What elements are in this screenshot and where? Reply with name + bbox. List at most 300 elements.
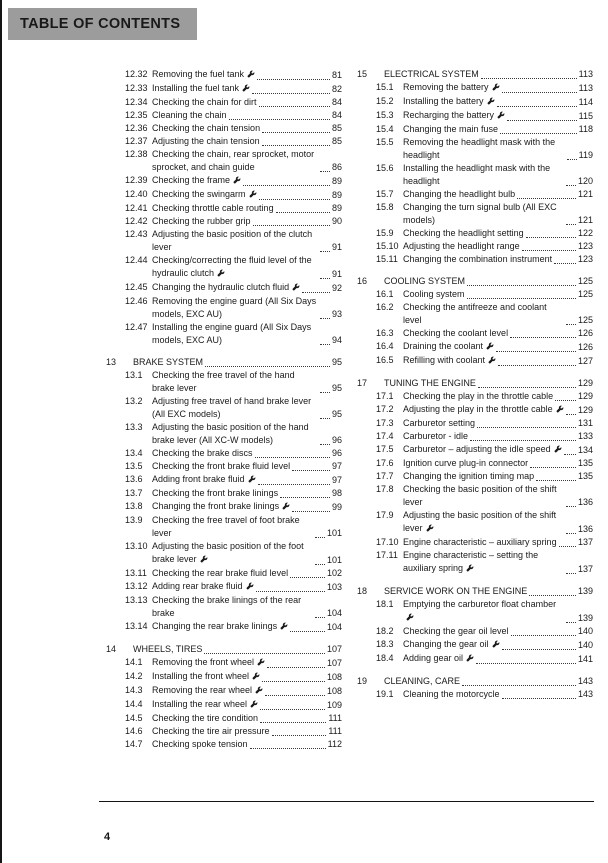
toc-leader-dots (280, 496, 330, 498)
toc-page-number: 115 (578, 111, 593, 121)
toc-page-number: 107 (326, 658, 342, 668)
toc-entry-row (357, 470, 593, 483)
toc-entry-title: Changing the front brake linings (152, 500, 290, 514)
toc-entry-row (106, 460, 342, 473)
toc-entry-body (403, 403, 593, 417)
toc-entry-title: Removing the front wheel (152, 656, 265, 670)
toc-leader-dots (204, 652, 325, 654)
page-edge-line (0, 0, 2, 863)
toc-entry-number: 14.5 (125, 713, 143, 723)
toc-entry-number: 19.1 (376, 689, 394, 699)
toc-entry-body (152, 656, 342, 670)
toc-entry-body (152, 421, 342, 447)
toc-leader-dots (517, 197, 576, 199)
toc-page-number: 139 (577, 586, 593, 596)
toc-entry-title: Checking the front brake linings (152, 488, 279, 498)
toc-page-number: 82 (331, 84, 342, 94)
toc-leader-dots (554, 262, 576, 264)
toc-entry-title: SERVICE WORK ON THE ENGINE (384, 586, 528, 596)
toc-entry-body (403, 201, 593, 227)
toc-entry-number: 13.11 (125, 568, 147, 578)
toc-entry-number: 16.5 (376, 355, 394, 365)
toc-page-number: 85 (331, 136, 342, 146)
toc-entry-row (106, 202, 342, 215)
toc-entry-body (152, 567, 342, 580)
toc-entry-number: 12.42 (125, 216, 148, 226)
wrench-icon (466, 563, 474, 576)
toc-entry-number: 13.5 (125, 461, 143, 471)
toc-leader-dots (320, 417, 330, 419)
toc-leader-dots (259, 198, 330, 200)
toc-entry-title: Adjusting free travel of hand brake lever (All EXC models) (152, 396, 312, 419)
toc-entry-title: Adjusting the basic position of the clutch lever (152, 229, 313, 252)
toc-page-number: 108 (326, 686, 342, 696)
toc-page-number: 109 (326, 700, 342, 710)
toc-entry-body (403, 443, 593, 457)
toc-entry-row (357, 403, 593, 417)
toc-leader-dots (536, 479, 576, 481)
toc-entry-body (403, 301, 593, 327)
toc-entry-body (152, 447, 342, 460)
toc-page-number: 113 (578, 69, 593, 79)
toc-leader-dots (496, 350, 576, 352)
toc-entry-number: 17.10 (376, 537, 399, 547)
toc-page-number: 114 (578, 97, 593, 107)
toc-page-number: 137 (577, 537, 593, 547)
toc-entry-number: 15.3 (376, 110, 394, 120)
wrench-icon (280, 621, 288, 634)
toc-entry-body (403, 483, 593, 509)
toc-entry-title: Draining the coolant (403, 340, 494, 354)
toc-entry-number: 15.2 (376, 96, 394, 106)
wrench-icon (247, 69, 255, 82)
toc-entry-body (403, 509, 593, 536)
toc-entry-number: 12.40 (125, 189, 148, 199)
toc-page-number: 101 (326, 555, 342, 565)
toc-entry-row (357, 340, 593, 354)
toc-leader-dots (315, 563, 325, 565)
wrench-icon (282, 501, 290, 514)
toc-leader-dots (467, 284, 576, 286)
toc-column-right (357, 68, 593, 751)
toc-page-number: 108 (326, 672, 342, 682)
toc-entry-row (357, 109, 593, 123)
toc-page-number: 135 (577, 471, 593, 481)
toc-entry-title: Carburetor setting (403, 418, 476, 428)
toc-entry-row (357, 390, 593, 403)
toc-entry-title: Adding gear oil (403, 652, 474, 666)
page-title: TABLE OF CONTENTS (20, 16, 181, 32)
toc-entry-row (357, 327, 593, 340)
toc-entry-title: Checking the frame (152, 174, 241, 188)
toc-page-number: 89 (331, 203, 342, 213)
toc-entry-number: 15.1 (376, 82, 394, 92)
toc-entry-number: 13.10 (125, 541, 148, 551)
toc-entry-number: 12.37 (125, 136, 148, 146)
toc-entry-title: Adjusting the basic position of the shift lever (403, 509, 564, 536)
toc-entry-number: 14.1 (125, 657, 143, 667)
toc-entry-body (152, 281, 342, 295)
toc-page-number: 111 (328, 713, 342, 723)
footer-divider (99, 801, 594, 802)
toc-entry-title: Changing the turn signal bulb (All EXC models) (403, 202, 557, 225)
toc-leader-dots (467, 297, 576, 299)
toc-entry-body (403, 188, 593, 201)
toc-entry-title: Engine characteristic – auxiliary spring (403, 537, 557, 547)
toc-page-number: 85 (331, 123, 342, 133)
toc-page-number: 136 (577, 497, 593, 507)
toc-entry-body (403, 136, 593, 162)
toc-leader-dots (262, 131, 330, 133)
toc-entry-body (152, 202, 342, 215)
toc-entry-body (403, 227, 593, 240)
toc-entry-row (106, 369, 342, 395)
toc-entry-row (357, 123, 593, 136)
toc-entry-row (357, 625, 593, 638)
page-header (8, 8, 197, 40)
toc-entry-title: Checking the swingarm (152, 188, 257, 202)
toc-leader-dots (502, 648, 576, 650)
toc-entry-body (152, 148, 342, 174)
toc-leader-dots (292, 510, 330, 512)
toc-entry-number: 12.34 (125, 97, 148, 107)
wrench-icon (492, 639, 500, 652)
toc-entry-title: Changing the combination instrument (403, 254, 553, 264)
toc-leader-dots (566, 184, 576, 186)
toc-entry-body (152, 395, 342, 421)
toc-entry-number: 12.36 (125, 123, 148, 133)
toc-leader-dots (497, 105, 577, 107)
toc-page-number: 95 (331, 409, 342, 419)
toc-page-number: 125 (577, 276, 593, 286)
toc-chapter-row (357, 275, 593, 288)
toc-entry-number: 15.9 (376, 228, 394, 238)
toc-leader-dots (320, 317, 330, 319)
toc-entry-row (106, 82, 342, 96)
toc-entry-row (357, 638, 593, 652)
toc-entry-number: 12.33 (125, 83, 148, 93)
toc-entry-title: Changing the rear brake linings (152, 620, 288, 634)
toc-entry-number: 13.14 (125, 621, 148, 631)
toc-page-number: 135 (577, 458, 593, 468)
toc-entry-number: 14.3 (125, 685, 143, 695)
toc-entry-row (357, 253, 593, 266)
toc-entry-body (152, 321, 342, 347)
toc-entry-title: Checking the antifreeze and coolant level (403, 302, 547, 325)
toc-entry-body (403, 536, 593, 549)
toc-entry-row (106, 447, 342, 460)
toc-leader-dots (315, 536, 325, 538)
toc-entry-row (106, 567, 342, 580)
toc-entry-number: 17.1 (376, 391, 394, 401)
toc-entry-row (106, 473, 342, 487)
toc-entry-row (357, 483, 593, 509)
wrench-icon (200, 554, 208, 567)
toc-entry-number: 15.4 (376, 124, 394, 134)
toc-entry-title: Carburetor - idle (403, 431, 469, 441)
toc-entry-number: 18.1 (376, 599, 394, 609)
toc-entry-body (403, 598, 593, 625)
toc-entry-number: 17.6 (376, 458, 394, 468)
toc-entry-body (403, 549, 593, 576)
toc-entry-number: 15.5 (376, 137, 394, 147)
toc-entry-title: Checking throttle cable routing (152, 203, 274, 213)
toc-entry-body (384, 377, 593, 390)
toc-entry-body (152, 254, 342, 281)
toc-page-number: 134 (577, 445, 593, 455)
toc-entry-body (152, 82, 342, 96)
toc-entry-title: Checking the tire condition (152, 713, 259, 723)
toc-entry-body (403, 240, 593, 253)
toc-entry-number: 17.9 (376, 510, 394, 520)
toc-entry-title: Checking the brake linings of the rear brake (152, 595, 302, 618)
toc-entry-title: Carburetor – adjusting the idle speed (403, 443, 562, 457)
toc-entry-number: 12.46 (125, 296, 148, 306)
toc-entry-title: Adjusting the chain tension (152, 136, 260, 146)
toc-entry-body (403, 354, 593, 368)
toc-entry-row (106, 215, 342, 228)
toc-entry-row (357, 652, 593, 666)
toc-entry-body (152, 725, 342, 738)
toc-entry-row (357, 443, 593, 457)
toc-page-number: 84 (331, 97, 342, 107)
toc-page-number: 97 (331, 461, 342, 471)
toc-leader-dots (566, 505, 576, 507)
toc-page-number: 126 (577, 342, 593, 352)
toc-entry-body (384, 585, 593, 598)
toc-entry-body (403, 123, 593, 136)
toc-entry-number: 13.1 (125, 370, 143, 380)
toc-entry-title: Checking the gear oil level (403, 626, 509, 636)
wrench-icon (242, 83, 250, 96)
toc-entry-title: Adding rear brake fluid (152, 580, 254, 594)
toc-entry-row (357, 162, 593, 188)
toc-entry-number: 15.10 (376, 241, 399, 251)
toc-leader-dots (526, 236, 576, 238)
toc-entry-title: Checking the front brake fluid level (152, 461, 291, 471)
toc-entry-title: BRAKE SYSTEM (133, 357, 204, 367)
wrench-icon (487, 96, 495, 109)
toc-entry-body (152, 369, 342, 395)
toc-entry-title: Installing the fuel tank (152, 82, 250, 96)
toc-entry-body (403, 417, 593, 430)
toc-leader-dots (481, 77, 577, 79)
toc-entry-row (106, 148, 342, 174)
toc-entry-title: Adjusting the basic position of the foot brake lever (152, 540, 313, 567)
toc-entry-row (106, 295, 342, 321)
toc-leader-dots (290, 630, 325, 632)
toc-page-number: 136 (577, 524, 593, 534)
toc-entry-body (152, 135, 342, 148)
toc-entry-row (106, 174, 342, 188)
toc-entry-body (152, 712, 342, 725)
wrench-icon (554, 444, 562, 457)
toc-entry-row (106, 684, 342, 698)
toc-page-number: 118 (578, 124, 593, 134)
toc-leader-dots (555, 399, 576, 401)
toc-entry-body (152, 487, 342, 500)
toc-page-number: 94 (331, 335, 342, 345)
toc-entry-title: Cleaning the motorcycle (403, 689, 500, 699)
toc-page-number: 91 (331, 242, 342, 252)
toc-leader-dots (256, 590, 325, 592)
toc-entry-title: Removing the engine guard (All Six Days models, EXC AU) (152, 296, 317, 319)
toc-entry-number: 15 (357, 69, 368, 79)
toc-entry-row (357, 81, 593, 95)
toc-entry-title: WHEELS, TIRES (133, 644, 203, 654)
toc-entry-title: Checking the rubber grip (152, 216, 251, 226)
wrench-icon (486, 341, 494, 354)
toc-entry-number: 16 (357, 276, 368, 286)
toc-page-number: 141 (577, 654, 593, 664)
toc-entry-number: 13.13 (125, 595, 148, 605)
toc-leader-dots (276, 211, 330, 213)
toc-entry-number: 13.2 (125, 396, 143, 406)
toc-page-number: 89 (331, 176, 342, 186)
toc-entry-body (403, 652, 593, 666)
toc-page-number: 90 (331, 216, 342, 226)
toc-entry-number: 15.7 (376, 189, 394, 199)
toc-leader-dots (250, 747, 326, 749)
toc-page-number: 92 (331, 283, 342, 293)
toc-leader-dots (564, 453, 576, 455)
toc-leader-dots (462, 684, 576, 686)
toc-entry-body (152, 174, 342, 188)
toc-entry-row (357, 188, 593, 201)
toc-page-number: 113 (578, 83, 593, 93)
toc-entry-body (403, 162, 593, 188)
wrench-icon (233, 175, 241, 188)
toc-page-number: 97 (331, 475, 342, 485)
toc-entry-title: Checking the headlight setting (403, 228, 524, 238)
toc-entry-number: 17 (357, 378, 368, 388)
toc-entry-number: 13.4 (125, 448, 143, 458)
toc-entry-title: Changing the headlight bulb (403, 189, 516, 199)
toc-entry-title: Removing the headlight mask with the headlight (403, 137, 556, 160)
toc-entry-title: Cleaning the chain (152, 110, 227, 120)
toc-entry-row (106, 254, 342, 281)
footer-page-number: 4 (104, 831, 111, 843)
toc-leader-dots (566, 413, 576, 415)
toc-entry-row (106, 228, 342, 254)
toc-entry-row (357, 509, 593, 536)
toc-leader-dots (559, 545, 576, 547)
wrench-icon (488, 355, 496, 368)
toc-page-number: 123 (577, 241, 593, 251)
toc-entry-row (357, 549, 593, 576)
wrench-icon (257, 657, 265, 670)
toc-entry-title: Installing the rear wheel (152, 698, 258, 712)
toc-entry-row (357, 201, 593, 227)
toc-entry-title: Changing the ignition timing map (403, 471, 535, 481)
toc-entry-title: Installing the engine guard (All Six Days models, EXC AU) (152, 322, 312, 345)
toc-entry-title: Installing the battery (403, 95, 495, 109)
toc-leader-dots (257, 78, 330, 80)
toc-leader-dots (255, 456, 330, 458)
toc-entry-title: Adjusting the basic position of the hand brake lever (All XC-W models) (152, 422, 309, 445)
toc-entry-number: 12.43 (125, 229, 148, 239)
toc-entry-body (152, 228, 342, 254)
toc-entry-row (106, 500, 342, 514)
toc-entry-row (106, 135, 342, 148)
toc-entry-number: 18.4 (376, 653, 394, 663)
toc-entry-number: 13.8 (125, 501, 143, 511)
toc-entry-body (403, 327, 593, 340)
toc-entry-number: 15.6 (376, 163, 394, 173)
toc-entry-body (403, 638, 593, 652)
toc-entry-title: Removing the rear wheel (152, 684, 263, 698)
toc-page-number: 96 (331, 435, 342, 445)
toc-leader-dots (502, 91, 577, 93)
toc-entry-number: 12.44 (125, 255, 148, 265)
toc-entry-body (152, 295, 342, 321)
toc-entry-body (152, 122, 342, 135)
toc-entry-row (357, 95, 593, 109)
toc-leader-dots (267, 666, 325, 668)
toc-page-number: 122 (577, 228, 593, 238)
toc-chapter-row (357, 377, 593, 390)
toc-entry-title: Removing the battery (403, 81, 500, 95)
toc-entry-title: Checking the tire air pressure (152, 726, 270, 736)
toc-page-number: 89 (331, 190, 342, 200)
toc-leader-dots (252, 92, 330, 94)
toc-entry-row (106, 712, 342, 725)
toc-leader-dots (229, 118, 330, 120)
toc-entry-number: 18 (357, 586, 368, 596)
toc-page-number: 95 (331, 383, 342, 393)
toc-leader-dots (476, 662, 576, 664)
toc-entry-body (152, 68, 342, 82)
toc-page-number: 86 (331, 162, 342, 172)
toc-entry-body (152, 540, 342, 567)
toc-entry-body (152, 698, 342, 712)
toc-page-number: 99 (331, 502, 342, 512)
toc-entry-title: Cooling system (403, 289, 465, 299)
toc-entry-number: 12.35 (125, 110, 148, 120)
toc-entry-number: 13.9 (125, 515, 143, 525)
toc-entry-title: Emptying the carburetor float chamber (403, 598, 564, 625)
toc-page-number: 121 (577, 189, 593, 199)
toc-entry-body (403, 340, 593, 354)
toc-entry-body (152, 215, 342, 228)
toc-entry-number: 16.4 (376, 341, 394, 351)
toc-leader-dots (265, 694, 325, 696)
toc-page-number: 93 (331, 309, 342, 319)
toc-page-number: 101 (326, 528, 342, 538)
toc-entry-title: Adding front brake fluid (152, 473, 256, 487)
wrench-icon (252, 671, 260, 684)
toc-page-number: 131 (577, 418, 593, 428)
toc-entry-title: Ignition curve plug-in connector (403, 458, 529, 468)
toc-entry-title: Checking the play in the throttle cable (403, 391, 554, 401)
toc-page-number: 125 (577, 315, 593, 325)
wrench-icon (556, 404, 564, 417)
toc-entry-row (106, 122, 342, 135)
toc-entry-title: ELECTRICAL SYSTEM (384, 69, 479, 79)
toc-leader-dots (320, 343, 330, 345)
toc-entry-number: 12.38 (125, 149, 148, 159)
toc-entry-body (133, 356, 342, 369)
toc-entry-body (152, 514, 342, 540)
toc-entry-body (152, 670, 342, 684)
toc-entry-body (403, 457, 593, 470)
toc-page-number: 84 (331, 110, 342, 120)
toc-entry-body (152, 109, 342, 122)
toc-entry-body (403, 109, 593, 123)
toc-leader-dots (302, 291, 330, 293)
toc-leader-dots (290, 576, 325, 578)
toc-leader-dots (500, 132, 577, 134)
